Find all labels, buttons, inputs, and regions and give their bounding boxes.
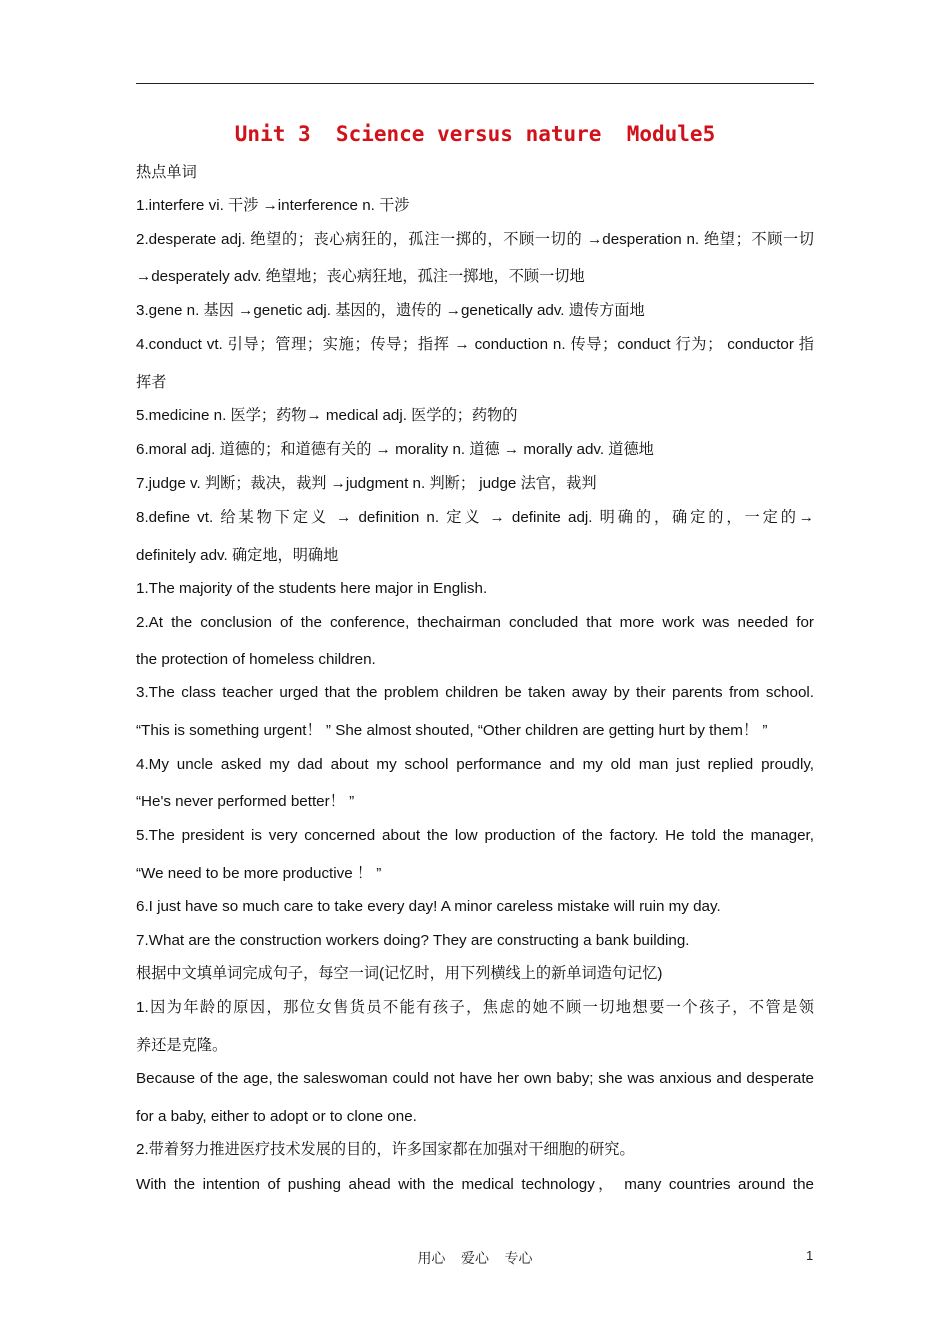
exercise-line: 2.带着努力推进医疗技术发展的目的，许多国家都在加强对干细胞的研究。 — [136, 1141, 635, 1158]
vocab-line: →desperately adv. 绝望地；丧心病狂地，孤注一掷地，不顾一切地 — [136, 268, 585, 285]
exercise-line: 养还是克隆。 — [136, 1037, 228, 1054]
vocab-line: 7.judge v. 判断；裁决，裁判 →judgment n. 判断； judge 法官，裁判 — [136, 475, 597, 492]
vocab-line: 2.desperate adj. 绝望的；丧心病狂的，孤注一掷的，不顾一切的 →desperation n. 绝望；不顾一切 — [136, 231, 814, 248]
exercise-line: 1.因为年龄的原因，那位女售货员不能有孩子，焦虑的她不顾一切地想要一个孩子，不管是领 — [136, 999, 814, 1016]
sentence-line: 7.What are the construction workers doing? They are constructing a bank building. — [136, 932, 690, 949]
vocab-line: 挥者 — [136, 374, 167, 391]
vocab-line: 5.medicine n. 医学；药物→ medical adj. 医学的；药物的 — [136, 407, 518, 424]
sentence-line: 3.The class teacher urged that the problem children be taken away by their parents from school. — [136, 684, 814, 701]
vocab-line: 6.moral adj. 道德的；和道德有关的 → morality n. 道德 → morally adv. 道德地 — [136, 441, 654, 458]
vocab-line: 8.define vt. 给某物下定义 → definition n. 定义 → definite adj. 明确的，确定的，一定的→ — [136, 509, 814, 526]
vocab-line: 4.conduct vt. 引导；管理；实施；传导；指挥 → conduction n. 传导；conduct 行为； conductor 指 — [136, 336, 814, 353]
sentence-line: “This is something urgent！ ” She almost shouted, “Other children are getting hurt by them！ ” — [136, 722, 768, 739]
page-number: 1 — [806, 1248, 814, 1263]
sentence-line: 6.I just have so much care to take every day! A minor careless mistake will ruin my day. — [136, 898, 721, 915]
sentence-line: 4.My uncle asked my dad about my school performance and my old man just replied proudly, — [136, 756, 814, 773]
sentence-line: “We need to be more productive ！ ” — [136, 865, 382, 882]
section-heading-hot-words: 热点单词 — [136, 164, 197, 181]
vocab-line: 1.interfere vi. 干涉 →interference n. 干涉 — [136, 197, 410, 214]
footer-slogan: 用心 爱心 专心 — [417, 1250, 533, 1266]
exercise-line: With the intention of pushing ahead with the medical technology， many countries around the — [136, 1176, 814, 1193]
sentence-line: “He's never performed better！ ” — [136, 793, 355, 810]
sentence-line: 2.At the conclusion of the conference, thechairman concluded that more work was needed for — [136, 614, 814, 631]
page-footer — [0, 1248, 950, 1268]
exercise-line: for a baby, either to adopt or to clone one. — [136, 1108, 417, 1125]
header-rule — [136, 83, 814, 84]
page-title: Unit 3 Science versus nature Module5 — [234, 122, 716, 146]
exercise-line: Because of the age, the saleswoman could not have her own baby; she was anxious and desperate — [136, 1070, 814, 1087]
sentence-line: 5.The president is very concerned about the low production of the factory. He told the manager, — [136, 827, 814, 844]
vocab-line: definitely adv. 确定地，明确地 — [136, 547, 339, 564]
sentence-line: the protection of homeless children. — [136, 651, 376, 668]
section-heading-fill-in: 根据中文填单词完成句子，每空一词(记忆时，用下列横线上的新单词造句记忆) — [136, 965, 663, 982]
sentence-line: 1.The majority of the students here major in English. — [136, 580, 488, 597]
vocab-line: 3.gene n. 基因 →genetic adj. 基因的，遗传的 →genetically adv. 遗传方面地 — [136, 302, 645, 319]
